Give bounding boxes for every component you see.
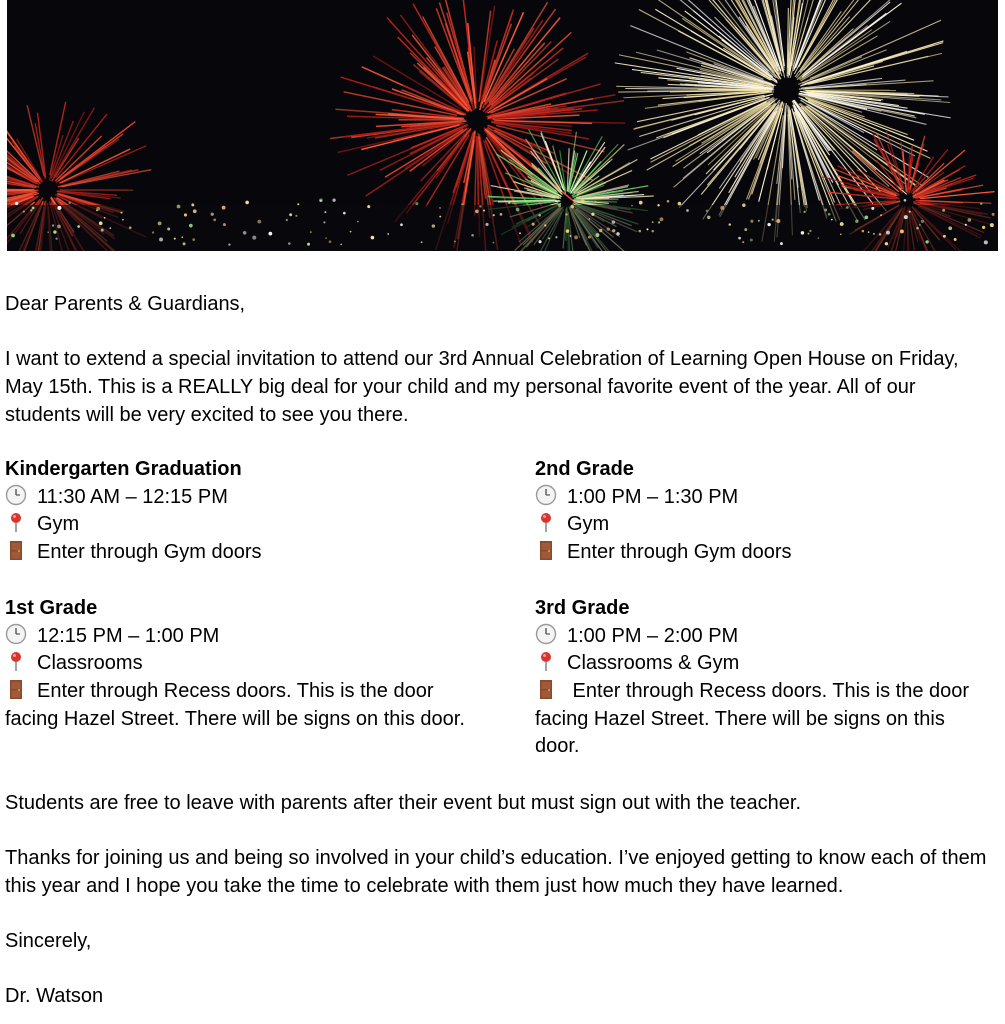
city-light: [189, 224, 193, 228]
city-light: [289, 213, 292, 216]
city-light: [885, 242, 888, 245]
city-light: [968, 218, 972, 222]
city-light: [295, 215, 297, 217]
city-light: [96, 209, 98, 211]
city-light: [555, 236, 557, 238]
city-light: [943, 235, 946, 238]
city-light: [191, 203, 194, 206]
event-entrance: [5, 678, 467, 733]
event-time-text: 12:15 PM – 1:00 PM: [37, 624, 220, 647]
event-location: [535, 511, 990, 539]
city-light: [367, 205, 370, 208]
city-light: [873, 233, 875, 235]
event-time: [535, 484, 990, 512]
signature: Dr. Watson: [5, 985, 104, 1008]
city-light: [631, 205, 633, 207]
city-light: [879, 233, 882, 236]
city-light: [461, 203, 463, 205]
city-light: [729, 223, 731, 225]
city-light: [47, 231, 49, 233]
city-light: [288, 242, 291, 245]
city-light: [471, 234, 474, 237]
thanks-paragraph: Thanks for joining us and being so involved in your child’s education. I’ve enjoyed getting to know each of them this year and I hope you take the time to celebrate with them just how much they have learned.: [5, 847, 987, 898]
city-light: [57, 225, 61, 229]
city-light: [11, 234, 15, 238]
city-light: [948, 226, 952, 230]
city-light: [772, 219, 774, 221]
city-light: [192, 238, 195, 241]
city-light: [483, 210, 485, 212]
event-time-text: 11:30 AM – 12:15 PM: [37, 485, 228, 508]
event-kindergarten-graduation: [5, 456, 535, 567]
city-light: [493, 214, 495, 216]
event-location: [5, 511, 535, 539]
city-light: [211, 213, 214, 216]
city-light: [508, 202, 510, 204]
city-light: [591, 213, 594, 216]
city-light: [357, 221, 359, 223]
pushpin-icon: [535, 650, 559, 672]
firework-streak: [698, 89, 774, 90]
city-light: [323, 221, 325, 223]
city-light: [589, 218, 591, 220]
event-entrance-text: Enter through Gym doors: [567, 541, 792, 564]
city-light: [581, 199, 585, 203]
city-light: [720, 206, 724, 210]
city-light: [454, 241, 456, 243]
event-location: [535, 650, 985, 678]
city-light: [479, 205, 481, 207]
city-light: [904, 215, 908, 219]
event-title: Kindergarten Graduation: [5, 458, 242, 480]
city-light: [245, 201, 249, 205]
city-light: [257, 220, 261, 224]
city-light: [855, 220, 858, 223]
clock-icon: [5, 484, 29, 506]
city-light: [421, 241, 423, 243]
city-light: [886, 231, 890, 235]
city-light: [595, 233, 599, 237]
city-light: [840, 222, 844, 226]
city-light: [387, 233, 389, 235]
city-light: [565, 213, 567, 215]
city-light: [686, 209, 689, 212]
city-light: [538, 240, 541, 243]
event-3rd-grade: [535, 595, 985, 761]
city-light: [607, 227, 610, 230]
city-light: [68, 202, 70, 204]
city-light: [612, 220, 616, 224]
city-light: [268, 232, 272, 236]
city-light: [758, 220, 760, 222]
city-light: [23, 211, 25, 213]
city-light: [243, 231, 247, 235]
city-light: [612, 229, 615, 232]
city-light: [544, 224, 546, 226]
city-light: [909, 211, 911, 213]
city-light: [53, 230, 56, 233]
event-time-text: 1:00 PM – 1:30 PM: [567, 485, 739, 508]
city-light: [566, 229, 569, 232]
city-light: [871, 207, 874, 210]
city-light: [831, 219, 833, 221]
city-light: [900, 229, 904, 233]
city-light: [307, 243, 310, 246]
city-light: [159, 238, 163, 242]
city-light: [350, 231, 352, 233]
city-light: [916, 227, 919, 230]
city-light: [324, 211, 326, 213]
city-light: [340, 244, 342, 246]
city-light: [167, 227, 170, 230]
city-light: [808, 233, 810, 235]
city-light: [804, 211, 806, 213]
city-light: [588, 236, 591, 239]
city-light: [177, 205, 181, 209]
event-location-text: Classrooms: [37, 652, 143, 675]
city-light: [880, 214, 882, 216]
city-light: [174, 238, 176, 240]
city-light: [152, 231, 154, 233]
letter-body: [5, 290, 990, 1010]
event-entrance: [535, 539, 990, 567]
event-2nd-grade: [535, 456, 990, 567]
signout-note: Students are free to leave with parents after their event but must sign out with the teacher.: [5, 792, 802, 815]
city-light: [129, 226, 132, 229]
city-light: [286, 219, 288, 221]
city-light: [809, 230, 811, 232]
city-light: [767, 223, 770, 226]
city-light: [982, 226, 985, 229]
city-light: [475, 210, 479, 214]
city-light: [660, 217, 664, 221]
city-light: [954, 238, 957, 241]
event-title: 3rd Grade: [535, 596, 630, 619]
city-light: [52, 224, 54, 226]
fireworks-banner-image: [7, 0, 998, 251]
clock-icon: [535, 623, 559, 645]
event-entrance: [5, 539, 535, 567]
city-light: [228, 244, 230, 246]
city-light: [371, 236, 375, 240]
city-light: [992, 213, 995, 216]
clock-icon: [5, 623, 29, 645]
event-location-text: Classrooms & Gym: [567, 652, 740, 675]
city-light: [990, 223, 994, 227]
city-light: [652, 221, 654, 223]
city-light: [742, 241, 744, 243]
event-entrance: [535, 678, 985, 761]
city-light: [500, 213, 503, 216]
event-title: 2nd Grade: [535, 458, 634, 480]
city-light: [439, 216, 441, 218]
city-light: [776, 219, 780, 223]
event-time-text: 1:00 PM – 2:00 PM: [567, 624, 739, 647]
firework-streak: [7, 189, 35, 190]
event-time: [5, 484, 535, 512]
city-light: [183, 242, 186, 245]
city-light: [744, 228, 747, 231]
city-light: [742, 203, 745, 206]
city-light: [750, 220, 753, 223]
city-light: [638, 230, 641, 233]
city-light: [558, 204, 561, 207]
city-light: [980, 202, 983, 205]
event-schedule: [5, 456, 990, 761]
event-entrance-text: Enter through Recess doors. This is the door facing Hazel Street. There will be signs on this door.: [535, 679, 970, 758]
city-light: [15, 202, 18, 205]
city-light: [343, 212, 346, 215]
city-light: [616, 232, 619, 235]
city-light: [840, 233, 842, 235]
event-time: [5, 623, 467, 651]
city-light: [647, 228, 649, 230]
city-light: [30, 209, 32, 211]
city-light: [984, 240, 988, 244]
greeting: Dear Parents & Guardians,: [5, 293, 246, 315]
city-light: [658, 221, 660, 223]
city-light: [862, 230, 865, 233]
city-light: [678, 202, 682, 206]
city-light: [122, 219, 124, 221]
city-light: [921, 220, 924, 223]
city-light: [548, 237, 550, 239]
door-icon: [5, 678, 29, 700]
city-light: [919, 224, 921, 226]
event-location-text: Gym: [37, 513, 80, 536]
city-light: [57, 206, 61, 210]
city-light: [516, 208, 520, 212]
event-title: 1st Grade: [5, 596, 98, 619]
city-light: [595, 201, 597, 203]
city-light: [904, 199, 907, 202]
pushpin-icon: [5, 511, 29, 533]
city-light: [780, 242, 783, 245]
city-light: [325, 237, 327, 239]
city-light: [213, 219, 216, 222]
city-light: [109, 227, 111, 229]
city-light: [432, 224, 435, 227]
event-1st-grade: [5, 595, 467, 761]
city-light: [868, 231, 870, 233]
city-light: [657, 204, 659, 206]
city-light: [329, 240, 332, 243]
city-light: [485, 223, 488, 226]
city-light: [400, 223, 403, 226]
city-light: [599, 229, 602, 232]
city-light: [32, 206, 35, 209]
city-light: [101, 229, 104, 232]
pushpin-icon: [535, 511, 559, 533]
city-light: [222, 206, 226, 210]
city-light: [77, 225, 80, 228]
city-light: [817, 237, 819, 239]
city-light: [639, 201, 643, 205]
city-light: [223, 223, 226, 226]
city-light: [415, 202, 418, 205]
city-light: [538, 214, 541, 217]
city-light: [493, 242, 495, 244]
city-light: [55, 238, 57, 240]
city-light: [750, 238, 753, 241]
city-light: [532, 223, 535, 226]
city-light: [332, 198, 335, 201]
city-light: [942, 209, 945, 212]
city-light: [439, 207, 441, 209]
event-location-text: Gym: [567, 513, 610, 536]
event-location: [5, 650, 467, 678]
city-light: [252, 236, 256, 240]
city-light: [574, 235, 578, 239]
city-light: [738, 237, 741, 240]
city-light: [824, 209, 827, 212]
city-light: [965, 224, 967, 226]
city-light: [158, 222, 162, 226]
city-light: [865, 215, 869, 219]
city-light: [310, 231, 312, 233]
door-icon: [535, 678, 559, 700]
city-light: [193, 209, 197, 213]
city-light: [184, 213, 187, 216]
city-light: [319, 198, 323, 202]
city-light: [570, 205, 574, 209]
city-light: [707, 216, 710, 219]
city-light: [570, 235, 572, 237]
city-light: [121, 212, 123, 214]
clock-icon: [535, 484, 559, 506]
city-light: [667, 200, 670, 203]
city-light: [297, 203, 299, 205]
city-light: [925, 240, 928, 243]
closing: Sincerely,: [5, 930, 92, 953]
intro-paragraph: I want to extend a special invitation to attend our 3rd Annual Celebration of Learning Open House on Friday, May 15th. This is a REALLY big deal for your child and my personal favorite event of the year. All of our students will be very excited to see you there.: [5, 348, 959, 426]
pushpin-icon: [5, 650, 29, 672]
city-light: [828, 213, 831, 216]
city-light: [706, 210, 708, 212]
door-icon: [5, 539, 29, 561]
event-entrance-text: Enter through Recess doors. This is the door facing Hazel Street. There will be signs on this door.: [5, 679, 465, 730]
door-icon: [535, 539, 559, 561]
city-light: [846, 206, 849, 209]
city-light: [652, 230, 654, 232]
city-light: [99, 221, 103, 225]
event-time: [535, 623, 985, 651]
city-light: [801, 231, 804, 234]
city-light: [181, 236, 183, 238]
city-light: [104, 217, 106, 219]
city-light: [519, 232, 521, 234]
event-entrance-text: Enter through Gym doors: [37, 541, 262, 564]
